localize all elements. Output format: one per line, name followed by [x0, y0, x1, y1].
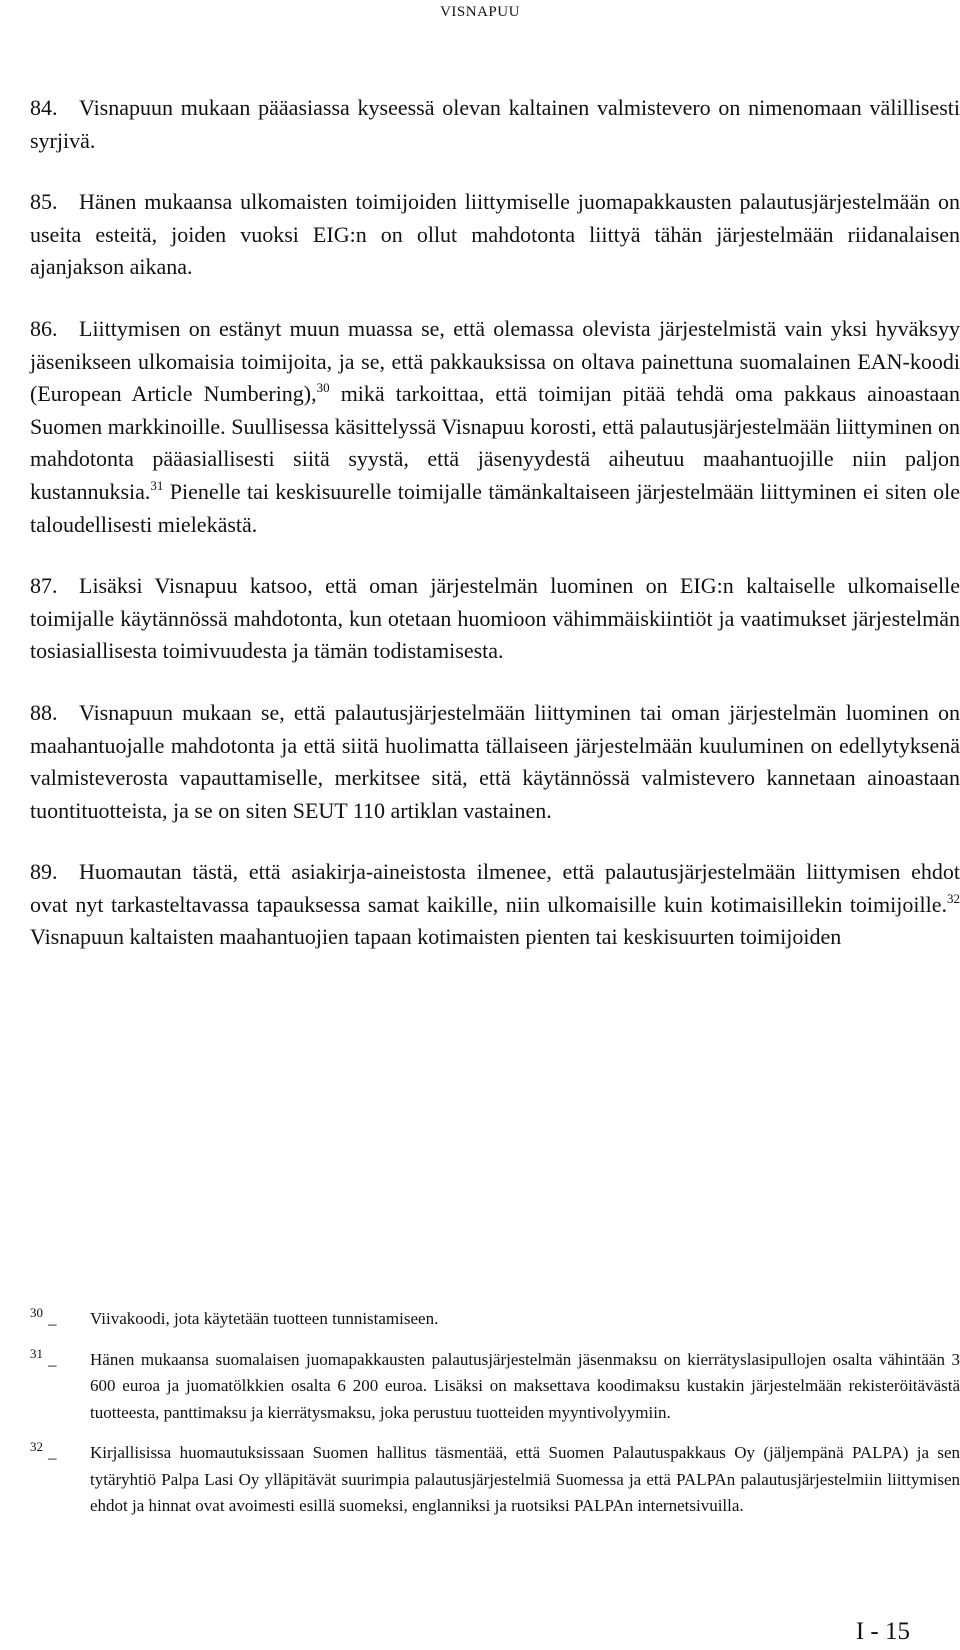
footnote-number: 32	[30, 1439, 43, 1454]
footnote-text: Kirjallisissa huomautuksissaan Suomen hallitus täsmentää, että Suomen Palautuspakkaus Oy (jäljempänä PALPA) ja sen tytäryhtiö Palpa Lasi Oy ylläpitävät suurimpia palautusjärjestelmiä Suomessa ja että PALPAn palautusjärjestelmiin liittymisen ehdot ja hinnat ovat avoimesti esillä suomeksi, englanniksi ja ruotsiksi PALPAn internetsivuilla.	[90, 1443, 960, 1515]
paragraph-number: 86.	[30, 315, 58, 341]
paragraph-85	[30, 186, 960, 284]
document-body	[30, 92, 960, 983]
paragraph-number: 88.	[30, 699, 58, 725]
paragraph-number: 84.	[30, 95, 58, 120]
footnote-number: 30	[30, 1305, 43, 1320]
paragraph-86	[30, 313, 960, 541]
footnote-31	[30, 1347, 960, 1427]
paragraph-number: 85.	[30, 189, 58, 215]
footnote-32	[30, 1440, 960, 1520]
paragraph-text: mikä tarkoittaa, että toimijan pitää tehdä oma pakkaus ainoastaan Suomen markkinoille. Suullisessa käsittelyssä Visnapuu korosti, että palautusjärjestelmään liittyminen on mahdotonta pääasiallisesti siitä syystä, että jäsenyydestä aiheutuu maahantuojille niin paljon kustannuksia.	[30, 381, 960, 504]
footnote-30	[30, 1306, 960, 1333]
paragraph-number: 89.	[30, 859, 58, 885]
footnote-text: Viivakoodi, jota käytetään tuotteen tunnistamiseen.	[90, 1309, 439, 1328]
paragraph-text: Lisäksi Visnapuu katsoo, että oman järjestelmän luominen on EIG:n kaltaiselle ulkomaiselle toimijalle käytännössä mahdotonta, kun otetaan huomioon vähimmäiskiintiöt ja vaatimukset järjestelmän tosiasiallisesta toimivuudesta ja tämän todistamisesta.	[30, 573, 960, 664]
paragraph-text: Huomautan tästä, että asiakirja-aineistosta ilmenee, että palautusjärjestelmään liittymisen ehdot ovat nyt tarkasteltavassa tapauksessa samat kaikille, niin ulkomaisille kuin kotimaisillekin toimijoille.	[30, 859, 960, 917]
footnote-ref-31[interactable]: 31	[150, 477, 164, 493]
paragraph-number: 87.	[30, 573, 58, 599]
paragraph-text: Visnapuun mukaan pääasiassa kyseessä olevan kaltainen valmistevero on nimenomaan välillisesti syrjivä.	[30, 95, 960, 153]
paragraph-84	[30, 92, 960, 157]
paragraph-text: Liittymisen on estänyt muun muassa se, että olemassa olevista järjestelmistä vain yksi hyväksyy jäsenikseen ulkomaisia toimijoita, ja se, että pakkauksissa on oltava painettuna suomalainen EAN-koodi (European Article Numbering),	[30, 315, 960, 407]
running-header: VISNAPUU	[440, 4, 520, 20]
footnotes	[30, 1306, 960, 1534]
page-number: I - 15	[855, 1618, 910, 1645]
footnote-text: Hänen mukaansa suomalaisen juomapakkausten palautusjärjestelmän jäsenmaksu on kierrätyslasipullojen osalta vähintään 3 600 euroa ja juomatölkkien osalta 6 200 euroa. Lisäksi on maksettava koodimaksu kustakin järjestelmään rekisteröitävästä tuotteesta, panttimaksu ja kierrätysmaksu, joka perustuu tuotteiden myyntivolyymiin.	[90, 1349, 960, 1422]
paragraph-88	[30, 697, 960, 827]
footnote-ref-30[interactable]: 30	[316, 380, 330, 396]
paragraph-text: Hänen mukaansa ulkomaisten toimijoiden liittymiselle juomapakkausten palautusjärjestelmään on useita esteitä, joiden vuoksi EIG:n on ollut mahdotonta liittyä tähän järjestelmään riidanalaisen ajanjakson aikana.	[30, 189, 960, 280]
footnote-dash: –	[48, 1354, 57, 1374]
paragraph-text: Pienelle tai keskisuurelle toimijalle tämänkaltaiseen järjestelmään liittyminen ei siten ole taloudellisesti mielekästä.	[30, 478, 960, 537]
footnote-dash: –	[48, 1314, 57, 1333]
paragraph-text: Visnapuun kaltaisten maahantuojien tapaan kotimaisten pienten tai keskisuurten toimijoiden	[30, 924, 842, 950]
paragraph-87	[30, 570, 960, 668]
footnote-ref-32[interactable]: 32	[947, 890, 960, 906]
paragraph-text: Visnapuun mukaan se, että palautusjärjestelmään liittyminen tai oman järjestelmän luominen on maahantuojalle mahdotonta ja että siitä huolimatta tällaiseen järjestelmään kuuluminen on edellytyksenä valmisteverosta vapauttamiselle, merkitsee sitä, että käytännössä valmistevero kannetaan ainoastaan tuontituotteista, ja se on siten SEUT 110 artiklan vastainen.	[30, 699, 960, 823]
footnote-dash: –	[48, 1448, 57, 1467]
paragraph-89	[30, 856, 960, 954]
footnote-number: 31	[30, 1345, 43, 1361]
